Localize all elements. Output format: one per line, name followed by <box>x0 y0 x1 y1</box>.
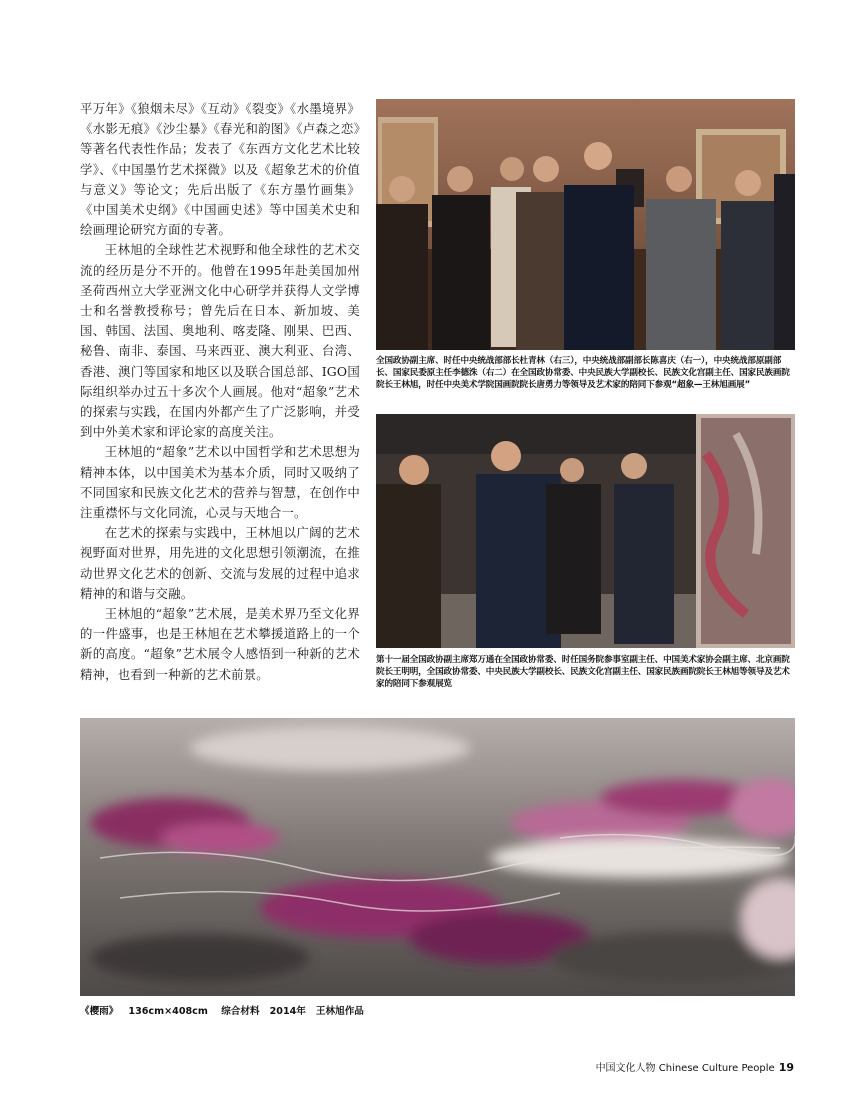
paragraph-4: 在艺术的探索与实践中，王林旭以广阔的艺术视野面对世界，用先进的文化思想引领潮流，在推动世界文化艺术的创新、交流与发展的过程中追求精神的和谐与交融。 <box>80 525 360 601</box>
paragraph-5: 王林旭的“超象”艺术展，是美术界乃至文化界的一件盛事，也是王林旭在艺术攀援道路上的一个新的高度。“超象”艺术展令人感悟到一种新的艺术精神，也看到一种新的艺术前景。 <box>80 606 360 682</box>
artwork-painting <box>80 718 795 996</box>
photo-2-caption: 第十一届全国政协副主席郑万通在全国政协常委、时任国务院参事室副主任、中国美术家协会副主席、北京画院院长王明明，全国政协常委、中央民族大学副校长、民族文化宫副主任、国家民族画院院长王林旭等领导及艺术家的陪同下参观展览 <box>376 655 790 690</box>
page-number: 19 <box>778 1061 794 1074</box>
exhibition-photo-1 <box>376 99 795 350</box>
page-footer <box>596 1059 794 1074</box>
paragraph-1: 平万年》《狼烟未尽》《互动》《裂变》《水墨境界》《水影无痕》《沙尘暴》《春光和韵图》《卢森之恋》等著名代表性作品；发表了《东西方文化艺术比较学》、《中国墨竹艺术探微》以及《超象艺术的价值与意义》等论文；先后出版了《东方墨竹画集》《中国美术史纲》《中国画史述》等中国美术史和绘画理论研究方面的专著。 <box>80 101 360 238</box>
paragraph-3: 王林旭的“超象”艺术以中国哲学和艺术思想为精神本体，以中国美术为基本介质，同时又吸纳了不同国家和民族文化艺术的营养与智慧，在创作中注重襟怀与文化同流，心灵与天地合一。 <box>80 444 360 521</box>
artwork-caption: 《樱雨》 136cm×408cm 综合材料 2014年 王林旭作品 <box>80 1006 364 1017</box>
photo-1-caption: 全国政协副主席、时任中央统战部部长杜青林（右三），中央统战部副部长陈喜庆（右一），中央统战部原副部长、国家民委原主任李德洙（右二）在全国政协常委、中央民族大学副校长、民族文化宫副主任、国家民族画院院长王林旭，时任中央美术学院国画院院长唐勇力等领导及艺术家的陪同下参观“超象—王林旭画展” <box>376 356 790 391</box>
exhibition-photo-2 <box>376 414 795 648</box>
paragraph-2: 王林旭的全球性艺术视野和他全球性的艺术交流的经历是分不开的。他曾在1995年赴美国加州圣荷西州立大学亚洲文化中心研学并获得人文学博士和名誉教授称号；曾先后在日本、新加坡、美国、韩国、法国、奥地利、喀麦隆、刚果、巴西、秘鲁、南非、泰国、马来西亚、澳大利亚、台湾、香港、澳门等国家和地区以及联合国总部、IGO国际组织举办过五十多次个人画展。他对“超象”艺术的探索与实践，在国内外都产生了广泛影响，并受到中外美术家和评论家的高度关注。 <box>80 242 360 440</box>
publication-name: 中国文化人物 Chinese Culture People <box>595 1063 775 1074</box>
article-body <box>80 99 360 685</box>
